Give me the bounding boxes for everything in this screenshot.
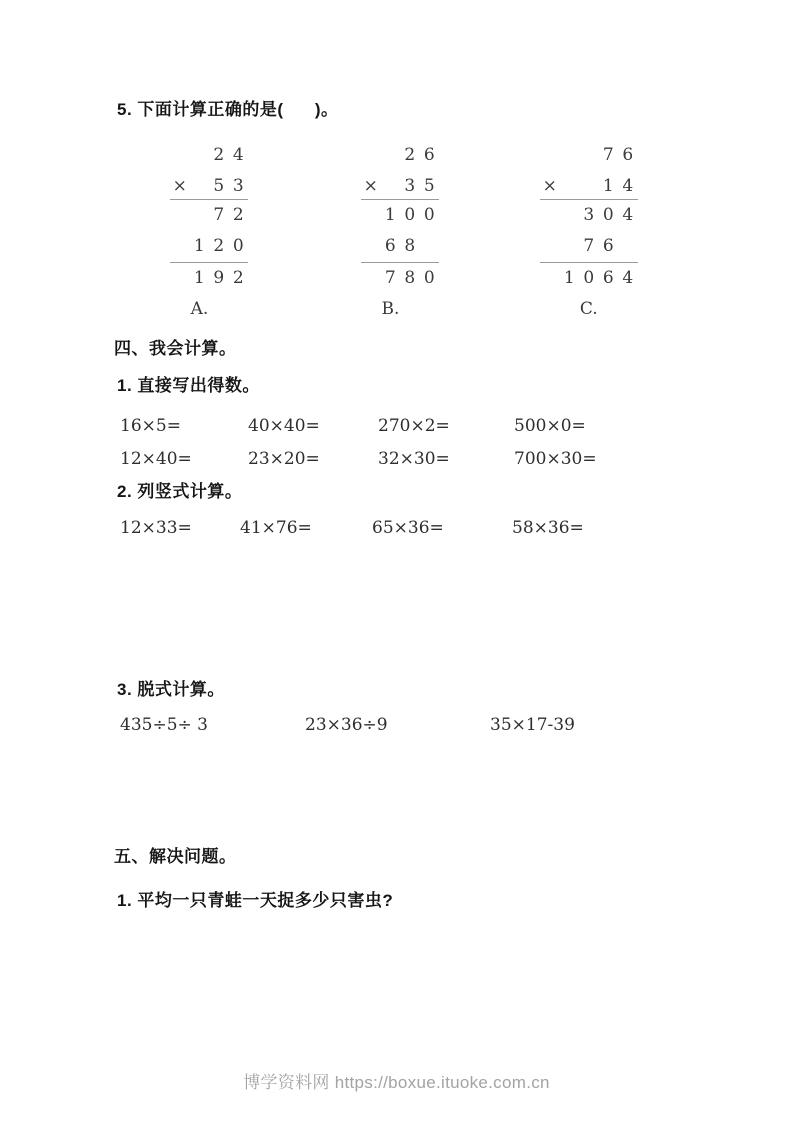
step-calc-item: 23×36÷9 — [305, 715, 388, 735]
product-row: 7 8 0 — [384, 268, 435, 288]
partial-product-row: 7 2 — [213, 205, 244, 225]
direct-calc-item: 23×20= — [248, 449, 320, 469]
step-calc-item: 435÷5÷ 3 — [120, 715, 208, 735]
multiplicand-row: 2 6 — [404, 145, 435, 165]
option-label-A: A. — [190, 299, 209, 319]
mult-problem-C — [540, 140, 638, 325]
partial-product-row: 1 0 0 — [384, 205, 435, 225]
sub3-title: 3. 脱式计算。 — [117, 680, 225, 699]
sub2-title: 2. 列竖式计算。 — [117, 482, 243, 501]
direct-calc-item: 40×40= — [248, 416, 320, 436]
direct-calc-item: 270×2= — [378, 416, 450, 436]
multiplier-row: × 3 5 — [363, 176, 435, 196]
mult-problem-B — [361, 140, 439, 325]
partial-product-row: 1 2 0 — [193, 236, 244, 256]
sub1-title: 1. 直接写出得数。 — [117, 376, 260, 395]
mult-problem-A — [170, 140, 248, 325]
question-5-heading: 5. 下面计算正确的是( )。 — [117, 100, 339, 119]
multiplier-row: × 5 3 — [172, 176, 244, 196]
multiplicand-row: 7 6 — [602, 145, 634, 165]
direct-calc-item: 500×0= — [514, 416, 586, 436]
footer-watermark: 博学资料网 https://boxue.ituoke.com.cn — [243, 1073, 550, 1092]
direct-calc-item: 700×30= — [514, 449, 597, 469]
column-calc-grid — [120, 512, 584, 545]
step-calc-grid — [120, 709, 575, 742]
direct-calc-item: 16×5= — [120, 416, 181, 436]
section-5-title: 五、解决问题。 — [114, 847, 237, 866]
column-calc-item: 41×76= — [240, 518, 312, 538]
direct-calc-item: 12×40= — [120, 449, 192, 469]
step-calc-item: 35×17-39 — [490, 715, 575, 735]
multiplicand-row: 2 4 — [213, 145, 244, 165]
column-calc-item: 65×36= — [372, 518, 444, 538]
product-row: 1 0 6 4 — [563, 268, 634, 288]
option-label-B: B. — [381, 299, 400, 319]
partial-product-row: 7 6 — [583, 236, 614, 256]
section-4-title: 四、我会计算。 — [114, 339, 237, 358]
direct-calc-grid — [120, 410, 597, 476]
direct-calc-item: 32×30= — [378, 449, 450, 469]
multiplier-row: × 1 4 — [542, 176, 634, 196]
partial-product-row: 3 0 4 — [583, 205, 634, 225]
word-problem-1: 1. 平均一只青蛙一天捉多少只害虫? — [117, 891, 394, 910]
column-calc-item: 12×33= — [120, 518, 192, 538]
product-row: 1 9 2 — [193, 268, 244, 288]
partial-product-row: 6 8 — [384, 236, 416, 256]
column-calc-item: 58×36= — [512, 518, 584, 538]
option-label-C: C. — [579, 299, 598, 319]
